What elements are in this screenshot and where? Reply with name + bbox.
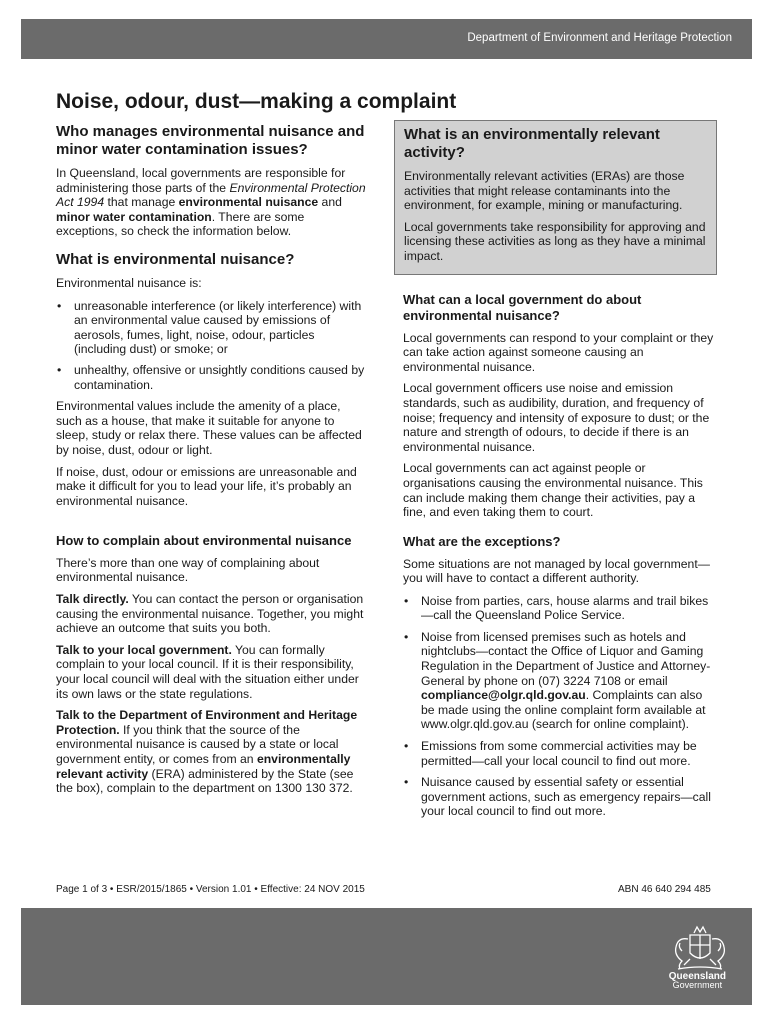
document-title: Noise, odour, dust—making a complaint (56, 90, 457, 113)
footer-bar (21, 908, 752, 1005)
talk-department-paragraph: Talk to the Department of Environment and Heritage Protection. If you think that the source of the environmental nuisance is caused by a state or local government entity, or comes from an environmentally relevant activity (ERA) administered by the State (see the box), complain to the department on 1300 130 372. (56, 708, 358, 796)
can-do-paragraph-2: Local government officers use noise and emission standards, such as audibility, duration, and frequency of noise; frequency and intensity of exposure to dust; or the nature and strength of odours, to decide if there is an environmental nuisance. (403, 381, 710, 454)
compliance-email: compliance@olgr.qld.gov.au (421, 688, 586, 703)
exceptions-bullets (403, 594, 715, 819)
queensland-coat-of-arms-icon (670, 921, 730, 975)
exception-bullet: • Emissions from some commercial activities may be permitted—call your local council to find out more. (403, 739, 715, 768)
exceptions-heading: What are the exceptions? (403, 533, 561, 549)
era-info-box (394, 120, 717, 275)
left-column-top (56, 123, 368, 508)
abn-number: ABN 46 640 294 485 (618, 884, 711, 895)
complain-intro: There’s more than one way of complaining about environmental nuisance. (56, 555, 320, 585)
nuisance-bullet: • unhealthy, offensive or unsightly conditions caused by contamination. (56, 363, 368, 392)
queensland-government-wordmark: Queensland Government (668, 971, 726, 990)
nuisance-bullet: • unreasonable interference (or likely interference) with an environmental value caused by emissions of aerosols, fumes, light, noise, odour, particles (including dust) or smoke; or (56, 299, 368, 357)
who-manages-paragraph: In Queensland, local governments are responsible for administering those parts of the Environmental Protection Act 1994 that manage environmental nuisance and minor water contamination. There are some exceptions, so check the information below. (56, 166, 366, 239)
can-do-paragraph-3: Local governments can act against people or organisations causing the environmental nuisance. This can include making them change their activities, pay a fine, and even taking them to court. (403, 461, 703, 520)
can-do-paragraph-1: Local governments can respond to your complaint or they can take action against someone causing an environmental nuisance. (403, 330, 714, 374)
page-info: Page 1 of 3 • ESR/2015/1865 • Version 1.01 • Effective: 24 NOV 2015 (56, 884, 365, 895)
nuisance-intro: Environmental nuisance is: (56, 275, 202, 290)
unreasonable-paragraph: If noise, dust, odour or emissions are unreasonable and make it difficult for you to lead your life, it’s probably an environmental nuisance. (56, 464, 357, 508)
header-bar (21, 19, 752, 59)
era-paragraph-1: Environmentally relevant activities (ERAs) are those activities that might release contaminants into the environment, for example, mining or manufacturing. (404, 169, 685, 213)
exception-bullet: • Noise from licensed premises such as hotels and nightclubs—contact the Office of Liquor and Gaming Regulation in the Department of Justice and Attorney-General by phone on (07) 3224 7108 or email compliance@olgr.qld.gov.au. Complaints can also be made using the online complaint form available at www.olgr.qld.gov.au (search for online complaint). (403, 630, 715, 732)
department-name: Department of Environment and Heritage Protection (467, 32, 732, 44)
nuisance-heading: What is environmental nuisance? (56, 250, 295, 268)
local-government-action-heading: What can a local government do about environmental nuisance? (403, 292, 642, 323)
exceptions-intro: Some situations are not managed by local government—you will have to contact a different authority. (403, 556, 710, 586)
era-heading: What is an environmentally relevant activity? (404, 126, 660, 161)
exception-bullet: • Noise from parties, cars, house alarms and trail bikes—call the Queensland Police Service. (403, 594, 715, 623)
exception-bullet: • Nuisance caused by essential safety or essential government actions, such as emergency repairs—call your local council to find out more. (403, 775, 715, 819)
right-column (403, 292, 715, 819)
who-manages-heading: Who manages environmental nuisance and minor water contamination issues? (56, 123, 365, 158)
left-column-bottom (56, 533, 368, 796)
era-paragraph-2: Local governments take responsibility for approving and licensing these activities as long as they have a minimal impact. (404, 219, 706, 263)
talk-local-government-paragraph: Talk to your local government. You can formally complain to your local council. If it is their responsibility, your local council will deal with the situation either under its own laws or the state regulations. (56, 642, 359, 701)
how-to-complain-heading: How to complain about environmental nuisance (56, 533, 352, 548)
nuisance-bullets (56, 299, 368, 393)
environmental-values-paragraph: Environmental values include the amenity of a place, such as a house, that make it suitable for anyone to sleep, study or relax there. These values can be affected by noise, dust, odour or light. (56, 399, 362, 457)
talk-directly-paragraph: Talk directly. You can contact the person or organisation causing the environmental nuisance. Together, you might achieve an outcome that suits you both. (56, 591, 364, 636)
